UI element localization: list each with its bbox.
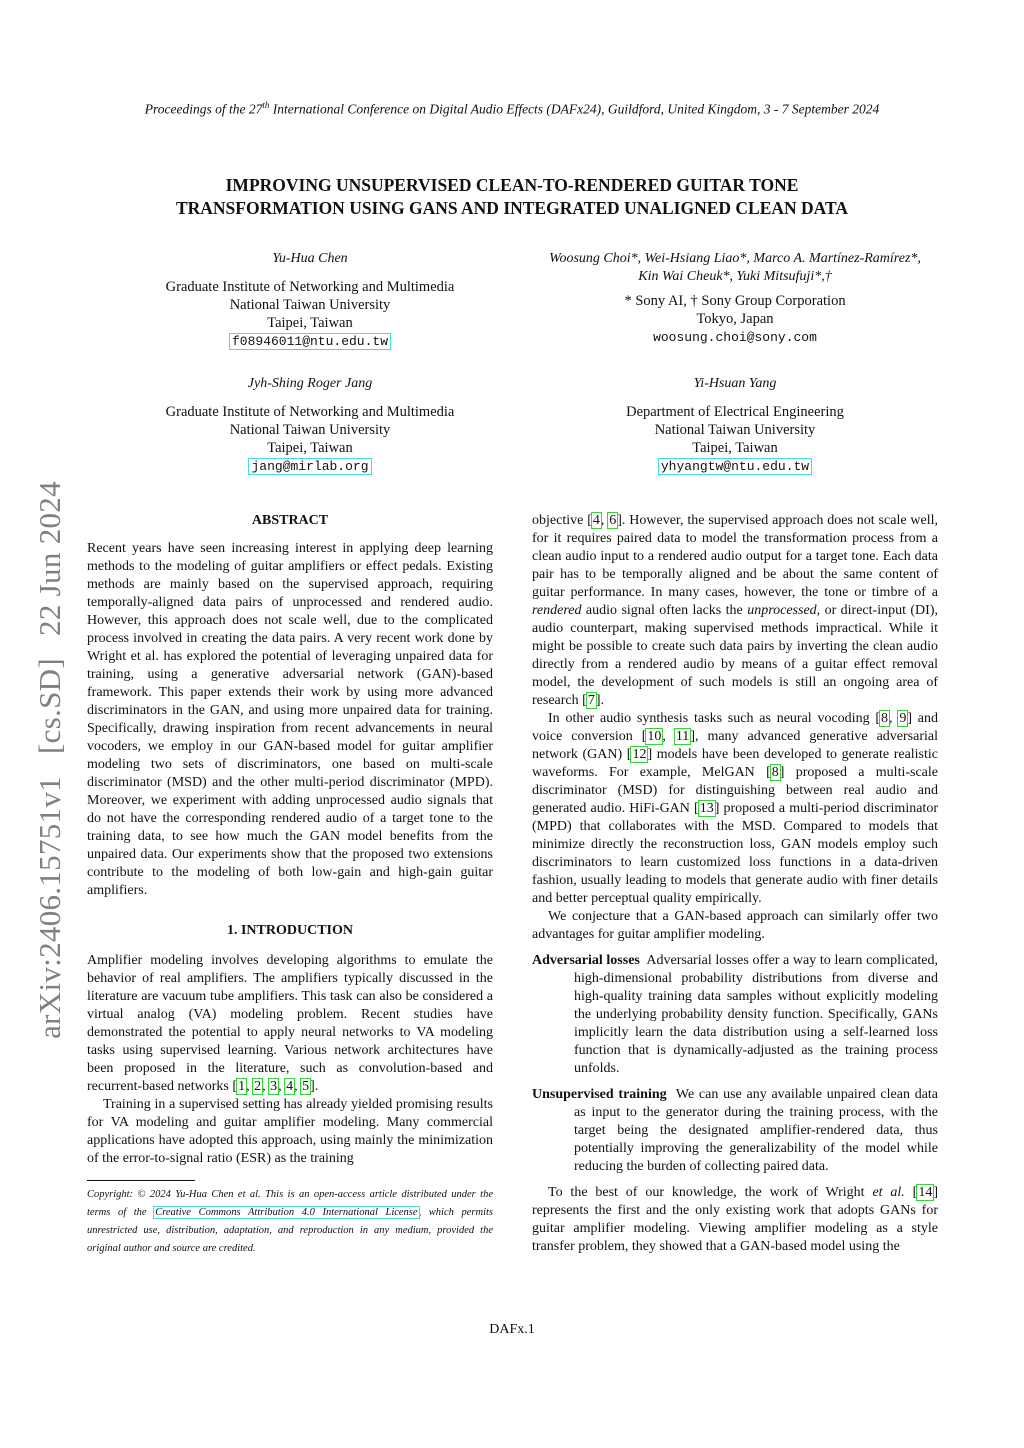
title-line-1: IMPROVING UNSUPERVISED CLEAN-TO-RENDERED GUITAR TONE	[225, 175, 799, 195]
author-affiliation: Graduate Institute of Networking and Multimedia	[165, 404, 455, 420]
right-paragraph-3: We conjecture that a GAN-based approach can similarly offer two advantages for guitar amplifier modeling.	[532, 909, 938, 942]
paper-title	[0, 174, 1024, 220]
author-affiliation: Graduate Institute of Networking and Multimedia	[165, 279, 455, 295]
footnote-text-rest: , which permits unrestricted use, distribution, adaptation, and reproduction in any medium, provided the original author and source are credited.	[87, 1207, 494, 1254]
definition-term: Adversarial losses	[532, 953, 640, 968]
arxiv-date: 22 Jun 2024	[32, 481, 67, 636]
author-names-line-2: Kin Wai Cheuk*, Yuki Mitsufuji*,†	[638, 269, 832, 284]
author-affiliation: Taipei, Taiwan	[267, 440, 353, 456]
abstract-heading: ABSTRACT	[251, 513, 329, 528]
footnote-rule	[87, 1180, 195, 1181]
definition-text: Adversarial losses offer a way to learn complicated, high-dimensional probability distributions from diverse and high-quality training data samples without explicitly modeling the underlying probability density function. Specifically, GANs implicitly learn the data distribution using a self-learned loss function that is dynamically-adjusted as the training process unfolds.	[574, 953, 938, 1076]
arxiv-category: [cs.SD]	[32, 658, 67, 754]
intro-paragraph-1: Amplifier modeling involves developing algorithms to emulate the behavior of real amplifiers. The amplifiers typically discussed in the literature are vacuum tube amplifiers. This task can also be considered a virtual analog (VA) modeling problem. Recent studies have demonstrated the potential to apply neural networks to VA modeling tasks using supervised learning. Various network architectures have been proposed in the literature, such as convolution-based and recurrent-based networks [1, 2, 3, 4, 5].	[87, 953, 493, 1094]
author-affiliation: Department of Electrical Engineering	[626, 404, 844, 420]
arxiv-stamp	[28, 450, 72, 1070]
title-line-2: TRANSFORMATION USING GANS AND INTEGRATED UNALIGNED CLEAN DATA	[175, 198, 849, 218]
emphasis-rendered: rendered	[532, 603, 582, 618]
citation-link[interactable]: 3	[270, 1079, 278, 1094]
citation-link[interactable]: 12	[632, 747, 647, 762]
definition-body	[532, 952, 938, 1078]
author-affiliation: * Sony AI, † Sony Group Corporation	[624, 293, 846, 309]
definition-adversarial-losses	[532, 952, 938, 1078]
author-affiliation: Tokyo, Japan	[696, 311, 774, 327]
intro-paragraph-2: Training in a supervised setting has already yielded promising results for VA modeling and guitar amplifier modeling. Many commercial applications have adopted this approach, using mainly the minimization of the error-to-signal ratio (ESR) as the training	[87, 1097, 493, 1166]
definition-body	[532, 1086, 938, 1176]
author-names-line-1: Woosung Choi*, Wei-Hsiang Liao*, Marco A. Martínez-Ramírez*,	[549, 251, 921, 266]
right-paragraph-4: To the best of our knowledge, the work of Wright et al. [14] represents the first and the only existing work that adopts GANs for guitar amplifier modeling. Viewing amplifier modeling as a style transfer problem, they showed that a GAN-based model using the	[532, 1185, 938, 1254]
author-affiliation: Taipei, Taiwan	[692, 440, 778, 456]
citation-link[interactable]: 7	[587, 693, 595, 708]
author-block-1	[110, 250, 510, 351]
text-run: In other audio synthesis tasks such as neural vocoding	[548, 711, 876, 726]
running-header	[0, 100, 1024, 118]
emphasis-et-al: et al.	[872, 1185, 905, 1200]
citation-link[interactable]: 14	[918, 1185, 933, 1200]
introduction-heading: 1. INTRODUCTION	[226, 923, 353, 938]
text-run: represents the first and the only existing work that adopts GANs for guitar amplifier modeling. Viewing amplifier modeling as a style transfer problem, they showed that a GAN-based model using the	[532, 1203, 938, 1254]
left-column	[87, 512, 493, 1168]
text-run: To the best of our knowledge, the work of Wright	[548, 1185, 873, 1200]
author-email-link[interactable]: f08946011@ntu.edu.tw	[231, 334, 389, 349]
citation-link[interactable]: 2	[254, 1079, 262, 1094]
citation-link[interactable]: 8	[881, 711, 889, 726]
page-number: DAFx.1	[489, 1322, 535, 1337]
citation-link[interactable]: 10	[647, 729, 662, 744]
copyright-footnote	[87, 1186, 493, 1258]
text-run: . However, the supervised approach does not scale well, for it requires paired data to model the transformation process from a clean audio input to a rendered audio output for a target tone. Each data pair has to be temporally aligned and be about the same content of guitar performance. In many cases, however, the tone or timbre of a	[532, 513, 939, 600]
author-email-link[interactable]: yhyangtw@ntu.edu.tw	[660, 459, 810, 474]
header-superscript: th	[262, 100, 270, 110]
author-email: woosung.choi@sony.com	[653, 330, 817, 345]
citation-link[interactable]: 6	[609, 513, 617, 528]
intro-p1-text: Amplifier modeling involves developing algorithms to emulate the behavior of real amplifiers. The amplifiers typically discussed in the literature are vacuum tube amplifiers. This task can also be considered a virtual analog (VA) modeling problem. Recent studies have demonstrated the potential to apply neural networks to VA modeling tasks using supervised learning. Various network architectures have been proposed in the literature, such as convolution-based and recurrent-based networks	[87, 953, 493, 1094]
emphasis-unprocessed: unprocessed	[747, 603, 817, 618]
citation-link[interactable]: 13	[699, 801, 714, 816]
citation-link[interactable]: 4	[286, 1079, 294, 1094]
author-block-4	[535, 375, 935, 476]
text-run: , or direct-input (DI), audio counterpart, making supervised methods impractical. While it might be possible to create such data pairs by inverting the clean audio directly from a rendered audio by means of a guitar effect removal model, the development of such models is still an ongoing area of research	[532, 603, 938, 708]
header-text-rest: International Conference on Digital Audio Effects (DAFx24), Guildford, United Kingdom, 3 - 7 September 2024	[269, 101, 880, 117]
text-run: and voice conversion	[532, 711, 939, 744]
definition-term: Unsupervised training	[532, 1087, 667, 1102]
right-paragraph-1: objective [4, 6]. However, the supervised approach does not scale well, for it requires paired data to model the transformation process from a clean audio input to a rendered audio output for a target tone. Each data pair has to be temporally aligned and be about the same content of guitar performance. In many cases, however, the tone or timbre of a rendered audio signal often lacks the unprocessed, or direct-input (DI), audio counterpart, making supervised methods impractical. While it might be possible to create such data pairs by inverting the clean audio directly from a rendered audio by means of a guitar effect removal model, the development of such models is still an ongoing area of research [7].	[532, 513, 939, 708]
author-block-3	[110, 375, 510, 476]
right-paragraph-2: In other audio synthesis tasks such as neural vocoding [8, 9] and voice conversion [10, 11], many advanced generative adversarial network (GAN) [12] models have been developed to generate realistic waveforms. For example, MelGAN [8] proposed a multi-scale discriminator (MSD) for distinguishing between real audio and generated audio. HiFi-GAN [13] proposed a multi-period discriminator (MPD) that collaborates with the MSD. Compared to models that minimize directly the reconstruction loss, GAN models employ such discriminators to learn customized loss functions in a data-driven fashion, usually leading to models that generate audio with finer details and better perceptual quality empirically.	[532, 711, 939, 906]
author-affiliation: National Taiwan University	[229, 422, 391, 438]
author-affiliation: National Taiwan University	[229, 297, 391, 313]
author-block-2	[520, 250, 950, 347]
author-email-link[interactable]: jang@mirlab.org	[251, 459, 369, 474]
author-affiliation: Taipei, Taiwan	[267, 315, 353, 331]
text-run: models have been developed to generate realistic waveforms. For example, MelGAN	[532, 747, 938, 780]
citation-link[interactable]: 5	[302, 1079, 310, 1094]
text-run: objective	[532, 513, 588, 528]
citation-link[interactable]: 8	[771, 765, 779, 780]
text-run: proposed a multi-scale discriminator (MSD) for distinguishing between real audio and generated audio. HiFi-GAN	[532, 765, 938, 816]
definition-text: We can use any available unpaired clean data as input to the generator during the training process, with the target being the designated amplifier-rendered data, thus potentially improving the generalizability of the model while reducing the burden of collecting paired data.	[574, 1087, 939, 1174]
footnote-text: Copyright: © 2024 Yu-Hua Chen et al. This is an open-access article distributed under the terms of the	[87, 1189, 493, 1218]
abstract-text: Recent years have seen increasing interest in applying deep learning methods to the modeling of guitar amplifiers or effect pedals. Existing methods are mainly based on the supervised approach, requiring temporally-aligned data pairs of unprocessed and rendered audio. However, this approach does not scale well, due to the complicated process involved in creating the data pairs. A very recent work done by Wright et al. has explored the potential of leveraging unpaired data for training, using a generative adversarial network (GAN)-based framework. This paper extends their work by using more advanced discriminators in the GAN, and using more unpaired data for training. Specifically, drawing inspiration from recent advancements in neural vocoders, we employ in our GAN-based model for guitar amplifier modeling two sets of discriminators, one based on multi-scale discriminator (MSD) and the other multi-period discriminator (MPD). Moreover, we experiment with adding unprocessed audio signals that do not have the corresponding rendered audio of a target tone to the training data, to see how much the GAN model benefits from the unpaired data. Our experiments show that the proposed two extensions contribute to the modeling of both low-gain and high-gain guitar amplifiers.	[87, 541, 493, 898]
citation-link[interactable]: 4	[592, 513, 600, 528]
definition-unsupervised-training	[532, 1086, 938, 1176]
citation-link[interactable]: 9	[899, 711, 907, 726]
author-name: Yu-Hua Chen	[272, 251, 348, 266]
text-run: audio signal often lacks the	[581, 603, 748, 618]
citation-link[interactable]: 1	[238, 1079, 246, 1094]
author-name: Yi-Hsuan Yang	[693, 376, 777, 391]
text-run: , many advanced generative adversarial network (GAN)	[532, 729, 939, 762]
arxiv-id: arXiv:2406.15751v1	[32, 776, 67, 1039]
header-text: Proceedings of the 27	[144, 101, 263, 117]
author-name: Jyh-Shing Roger Jang	[247, 376, 373, 391]
right-column	[532, 512, 938, 1256]
license-link[interactable]: Creative Commons Attribution 4.0 International License	[155, 1207, 418, 1218]
text-run: proposed a multi-period discriminator (MPD) that collaborates with the MSD. Compared to models that minimize directly the reconstruction loss, GAN models employ such discriminators to learn customized loss functions in a data-driven fashion, usually leading to models that generate audio with finer details and better perceptual quality empirically.	[532, 801, 938, 906]
author-affiliation: National Taiwan University	[654, 422, 816, 438]
citation-link[interactable]: 11	[675, 729, 690, 744]
